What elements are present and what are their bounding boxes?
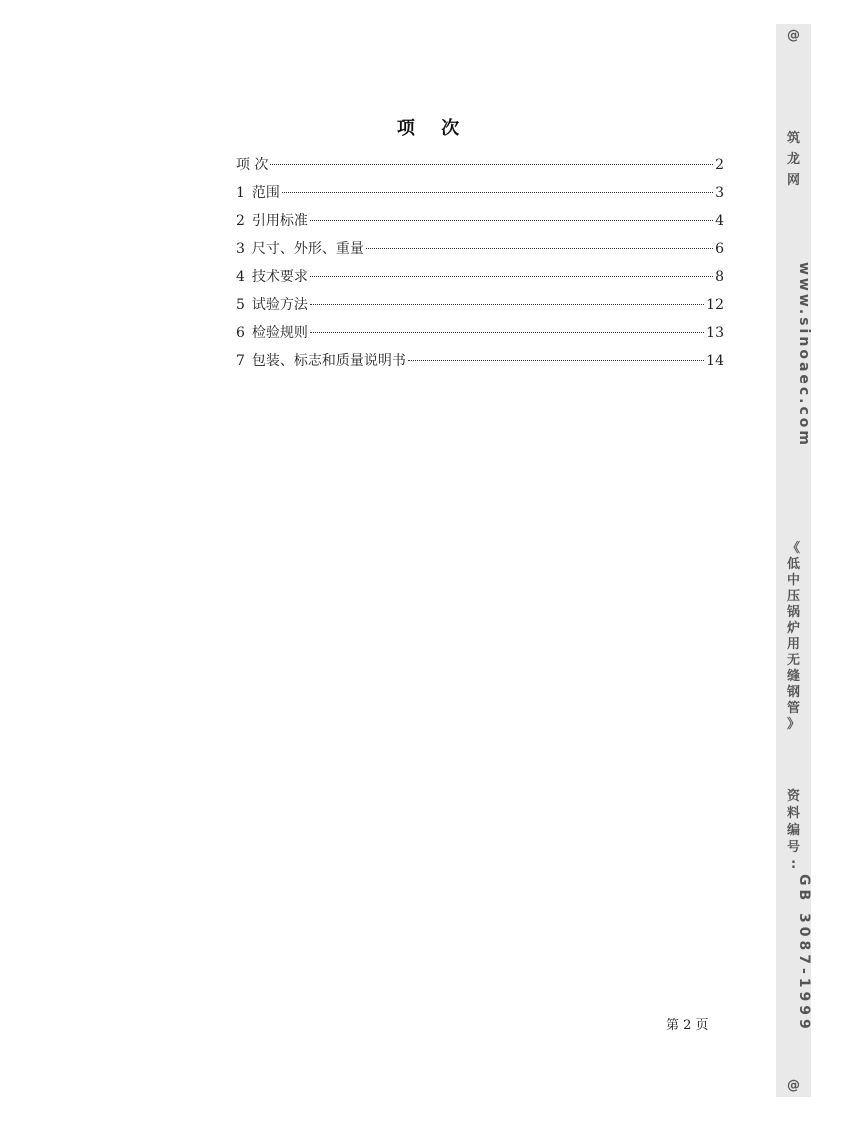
toc-dot-leader [270,164,713,165]
toc-entry-page: 4 [715,213,724,229]
sidebar-char: 钢 [786,685,800,700]
toc-dot-leader [282,192,713,193]
sidebar-char: 用 [786,637,800,652]
toc-entry-page: 13 [706,325,724,341]
at-sign-icon: @ [787,28,800,43]
sidebar-char: 中 [786,573,800,588]
sidebar-char: 无 [786,653,800,668]
toc-entry-page: 8 [715,269,724,285]
toc-entry[interactable] [236,235,724,263]
sidebar-site-name [776,132,811,187]
toc-entry-label: 技术要求 [251,269,308,285]
toc-entry-number: 3 [236,241,245,257]
toc-entry[interactable] [236,319,724,347]
toc-entry[interactable] [236,263,724,291]
toc-entry-label: 包装、标志和质量说明书 [251,353,406,369]
toc-entry[interactable] [236,151,724,179]
toc-entry-label: 范围 [251,185,280,201]
toc-entry-number: 6 [236,325,245,341]
sidebar-char: 料 [786,806,800,821]
toc-entry-label: 引用标准 [251,213,308,229]
sidebar-doc-id-label [776,790,811,871]
toc-dot-leader [310,220,713,221]
toc-entry-number: 4 [236,269,245,285]
sidebar-char: 号 [786,840,800,855]
sidebar-char: 编 [786,823,800,838]
toc-entry-page: 3 [715,185,724,201]
sidebar-char: 《 [786,541,800,556]
sidebar-char: 缝 [786,669,800,684]
page-title: 项 次 [396,118,470,139]
toc-dot-leader [310,304,704,305]
toc-dot-leader [366,248,713,249]
sidebar-char: 低 [786,557,800,572]
toc-entry[interactable] [236,347,724,375]
watermark-sidebar [776,24,811,1097]
sidebar-char: 锅 [786,605,800,620]
toc-entry-page: 12 [706,297,724,313]
sidebar-char: 》 [786,717,800,732]
sidebar-char: 龙 [786,152,800,167]
toc-entry-number: 5 [236,297,245,313]
sidebar-char: 炉 [786,621,800,636]
sidebar-char: : [790,857,797,872]
toc-entry[interactable] [236,207,724,235]
sidebar-char: 筑 [786,131,800,146]
toc-entry-label: 试验方法 [251,297,308,313]
toc-entry-label: 检验规则 [251,325,308,341]
toc-entry-number: 2 [236,213,245,229]
toc-entry-number: 7 [236,353,245,369]
sidebar-char: 压 [786,589,800,604]
sidebar-url: www.sinoaec.com [796,262,812,449]
sidebar-char: 管 [786,701,800,716]
table-of-contents [236,151,724,375]
at-sign-icon: @ [787,1078,800,1093]
sidebar-char: 资 [786,789,800,804]
toc-dot-leader [310,276,713,277]
toc-dot-leader [408,360,704,361]
toc-entry[interactable] [236,179,724,207]
toc-entry-page: 14 [706,353,724,369]
toc-entry-page: 6 [715,241,724,257]
toc-entry-page: 2 [715,157,724,173]
toc-entry[interactable] [236,291,724,319]
sidebar-char: 网 [786,173,800,188]
toc-entry-label: 项 次 [236,157,269,173]
toc-dot-leader [310,332,704,333]
sidebar-doc-title [776,542,811,731]
page-number: 第 2 页 [666,1018,709,1033]
toc-entry-number: 1 [236,185,245,201]
toc-entry-label: 尺寸、外形、重量 [251,241,364,257]
sidebar-doc-id: GB 3087-1999 [796,874,812,1033]
